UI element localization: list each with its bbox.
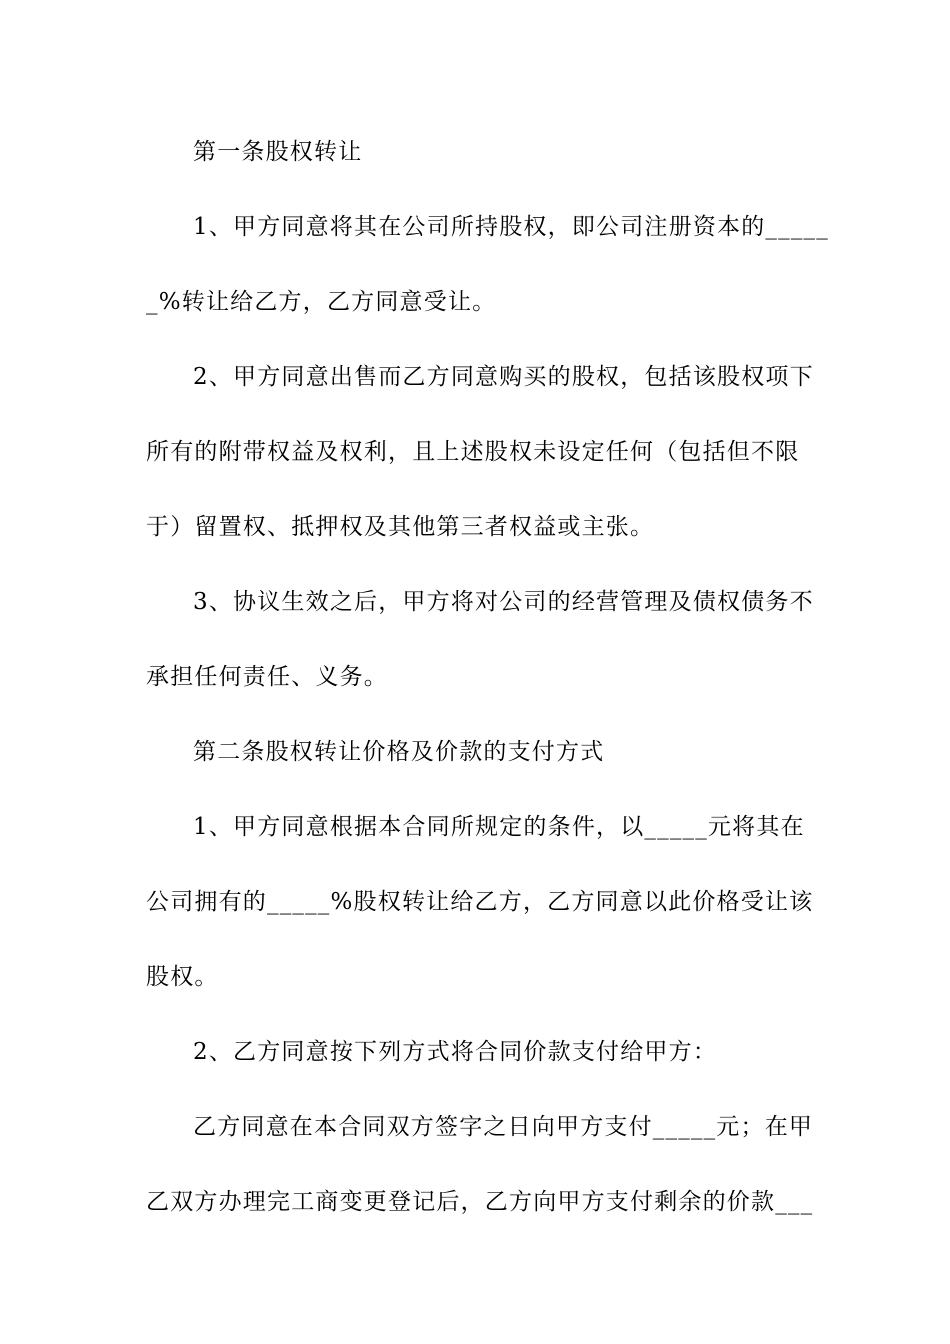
paragraph-line: 承担任何责任、义务。 — [146, 664, 388, 690]
paragraph-line: 股权。 — [146, 964, 219, 990]
article-heading: 第二条股权转让价格及价款的支付方式 — [193, 739, 605, 765]
paragraph-line: 2、乙方同意按下列方式将合同价款支付给甲方： — [193, 1039, 718, 1065]
paragraph-line: 2、甲方同意出售而乙方同意购买的股权，包括该股权项下 — [193, 364, 814, 390]
paragraph-line: 3、协议生效之后，甲方将对公司的经营管理及债权债务不 — [193, 589, 814, 615]
paragraph-line: 所有的附带权益及权利，且上述股权未设定任何（包括但不限 — [146, 439, 800, 465]
paragraph-line: 于）留置权、抵押权及其他第三者权益或主张。 — [146, 514, 655, 540]
paragraph-line: 公司拥有的_____%股权转让给乙方，乙方同意以此价格受让该 — [146, 889, 814, 915]
paragraph-line: 乙双方办理完工商变更登记后，乙方向甲方支付剩余的价款___ — [146, 1189, 814, 1215]
article-heading: 第一条股权转让 — [193, 139, 363, 165]
paragraph-line: _%转让给乙方，乙方同意受让。 — [146, 289, 497, 315]
paragraph-line: 1、甲方同意将其在公司所持股权，即公司注册资本的_____ — [193, 214, 829, 240]
paragraph-line: 乙方同意在本合同双方签字之日向甲方支付_____元；在甲 — [193, 1114, 814, 1140]
paragraph-line: 1、甲方同意根据本合同所规定的条件，以_____元将其在 — [193, 814, 805, 840]
